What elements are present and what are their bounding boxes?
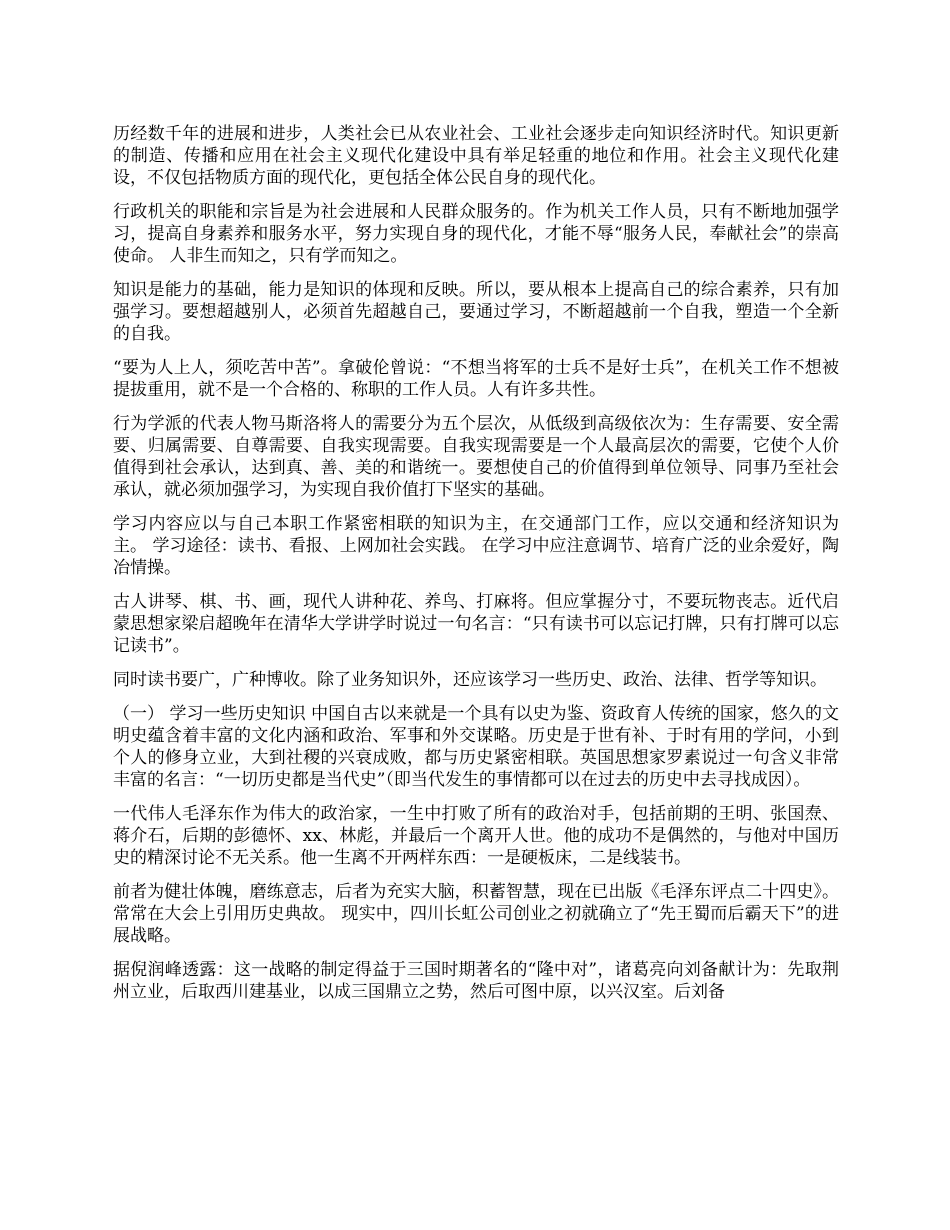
paragraph-2: 行政机关的职能和宗旨是为社会进展和人民群众服务的。作为机关工作人员，只有不断地加强学习，提高自身素养和服务水平，努力实现自身的现代化，才能不辱“服务人民，奉献社会”的崇高使命。 人非生而知之，只有学而知之。 (113, 202, 839, 266)
paragraph-12: 据倪润峰透露：这一战略的制定得益于三国时期著名的“隆中对”，诸葛亮向刘备献计为：先取荆州立业，后取西川建基业，以成三国鼎立之势，然后可图中原，以兴汉室。后刘备 (113, 960, 839, 1002)
paragraph-8: 同时读书要广，广种博收。除了业务知识外，还应该学习一些历史、政治、法律、哲学等知识。 (113, 670, 827, 690)
paragraph-5: 行为学派的代表人物马斯洛将人的需要分为五个层次，从低级到高级依次为：生存需要、安全需要、归属需要、自尊需要、自我实现需要。自我实现需要是一个人最高层次的需要，它使个人价值得到社会承认，达到真、善、美的和谐统一。要想使自己的价值得到单位领导、同事乃至社会承认，就必须加强学习，为实现自我价值打下坚实的基础。 (113, 414, 839, 500)
paragraph-3: 知识是能力的基础，能力是知识的体现和反映。所以，要从根本上提高自己的综合素养，只有加强学习。要想超越别人，必须首先超越自己，要通过学习，不断超越前一个自我，塑造一个全新的自我。 (113, 280, 839, 344)
paragraph-6: 学习内容应以与自己本职工作紧密相联的知识为主，在交通部门工作，应以交通和经济知识为主。 学习途径：读书、看报、上网加社会实践。 在学习中应注意调节、培育广泛的业余爱好，陶冶情操。 (113, 514, 839, 578)
paragraph-4: “要为人上人，须吃苦中苦”。拿破伦曾说：“不想当将军的士兵不是好士兵”，在机关工作不想被提拔重用，就不是一个合格的、称职的工作人员。人有许多共性。 (113, 358, 839, 400)
document-body (113, 123, 839, 1015)
paragraph-7: 古人讲琴、棋、书、画，现代人讲种花、养鸟、打麻将。但应掌握分寸，不要玩物丧志。近代启蒙思想家梁启超晚年在清华大学讲学时说过一句名言：“只有读书可以忘记打牌，只有打牌可以忘记读书”。 (113, 592, 839, 656)
paragraph-10: 一代伟人毛泽东作为伟大的政治家，一生中打败了所有的政治对手，包括前期的王明、张国焘、蒋介石，后期的彭德怀、xx、林彪，并最后一个离开人世。他的成功不是偶然的，与他对中国历史的精深讨论不无关系。他一生离不开两样东西：一是硬板床，二是线装书。 (113, 804, 839, 868)
paragraph-9: （一） 学习一些历史知识 中国自古以来就是一个具有以史为鉴、资政育人传统的国家，悠久的文明史蕴含着丰富的文化内涵和政治、军事和外交谋略。历史是于世有补、于时有用的学问，小到个人的修身立业，大到社稷的兴衰成败，都与历史紧密相联。英国思想家罗素说过一句含义非常丰富的名言：“一切历史都是当代史”（即当代发生的事情都可以在过去的历史中去寻找成因）。 (113, 704, 839, 790)
paragraph-1: 历经数千年的进展和进步，人类社会已从农业社会、工业社会逐步走向知识经济时代。知识更新的制造、传播和应用在社会主义现代化建设中具有举足轻重的地位和作用。社会主义现代化建设，不仅包括物质方面的现代化，更包括全体公民自身的现代化。 (113, 124, 839, 188)
paragraph-11: 前者为健壮体魄，磨练意志，后者为充实大脑，积蓄智慧，现在已出版《毛泽东评点二十四史》。常常在大会上引用历史典故。 现实中，四川长虹公司创业之初就确立了“先王蜀而后霸天下”的进展战略。 (113, 882, 839, 946)
